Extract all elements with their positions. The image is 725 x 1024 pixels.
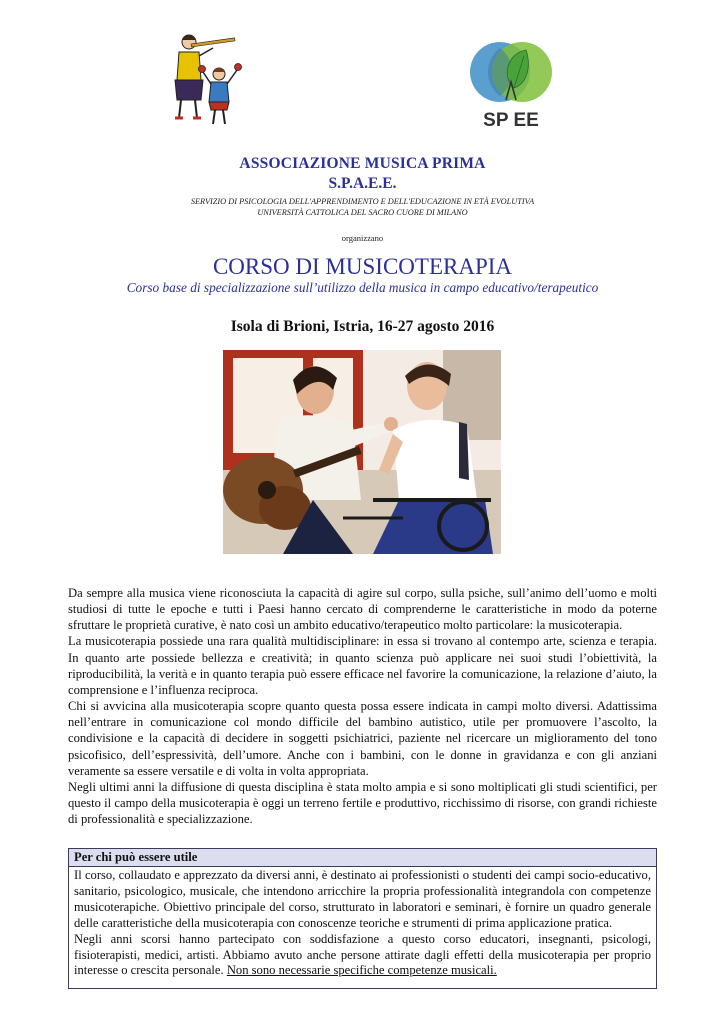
spaee-leaf-logo-icon [462,34,560,134]
body-paragraph-2: La musicoterapia possiede una rara qualità multidisciplinare: in essa si trovano al contempo arte, scienza e terapia. In quanto arte possiede bellezza e creatività; in quanto scienza può applicare nei suoi studi l’obiettività, la riproducibilità, la verità e in quanto terapia può essere efficace nel favorire la comunicazione, la relazione d’aiuto, la comprensione e l’influenza reciproca. [68,634,657,697]
service-line: SERVIZIO DI PSICOLOGIA DELL'APPRENDIMENTO E DELL'EDUCAZIONE IN ETÀ EVOLUTIVA [190,197,535,206]
course-subtitle: Corso base di specializzazione sull’utilizzo della musica in campo educativo/terapeutico [126,280,599,295]
box-paragraph-2-underlined: Non sono necessarie specifiche competenze musicali. [226,963,497,978]
course-title: CORSO DI MUSICOTERAPIA [212,254,513,279]
box-paragraph-2-text: Negli anni scorsi hanno partecipato con soddisfazione a questo corso educatori, insegnanti, psicologi, fisioterapisti, medici, artisti. Abbiamo avuto anche persone attirate dagli effetti della musicoterapia per proprio interesse o crescita personale. [74,931,651,978]
body-text [68,585,657,827]
body-paragraph-4: Negli ultimi anni la diffusione di questa disciplina è stata molto ampia e si sono moltiplicati gli studi scientifici, per questo il campo della musicoterapia è oggi un terreno fertile e produttivo, ricchissimo di risorse, con grandi richieste di professionalità e specializzazione. [68,779,657,827]
organizzano-label: organizzano [341,233,384,243]
box-body [69,867,656,979]
location-dates: Isola di Brioni, Istria, 16-27 agosto 2016 [230,318,495,335]
box-paragraph-2 [74,932,651,980]
box-heading: Per chi può essere utile [69,849,656,867]
org-name: ASSOCIAZIONE MUSICA PRIMA [239,155,486,172]
photo-guitarist-and-boy [223,350,501,554]
box-paragraph-1: Il corso, collaudato e apprezzato da diversi anni, è destinato ai professionisti o studenti dei campi socio-educativo, sanitario, psicologico, musicale, che intendono arricchire la propria professionalità integrandola con competenze musicoterapiche. Obiettivo principale del corso, strutturato in laboratori e seminari, è fornire un quadro generale delle caratteristiche della musicoterapia con conoscenze teoriche e strumenti di prima applicazione pratica. [74,868,651,930]
university-line: UNIVERSITÀ CATTOLICA DEL SACRO CUORE DI MILANO [257,208,468,217]
org-abbreviation: S.P.A.E.E. [328,175,397,192]
svg-text:SP EE: SP EE [483,110,539,131]
body-paragraph-1: Da sempre alla musica viene riconosciuta la capacità di agire sul corpo, sulla psiche, sull’animo dell’uomo e molti studiosi di tutte le epoche e tutti i Paesi hanno cercato di comprenderne le caratteristiche in modo da poterne sfruttare le proprietà curative, è nato così un ambito educativo/terapeutico molto particolare: la musicoterapia. [68,586,657,633]
target-audience-box [68,848,657,989]
musicians-illustration-icon [163,30,245,128]
body-paragraph-3: Chi si avvicina alla musicoterapia scopre quanto questa possa essere indicata in campi molto diversi. Adattissima nell’entrare in comunicazione col mondo difficile del bambino autistico, utile per promuovere l’ascolto, la condivisione e la capacità di decidere in soggetti psichiatrici, paziente nel ricercare un miglioramento del tono psicofisico, dell’espressività, dell’umore. Anche con i bambini, con le donne in gravidanza e con gli anziani veramente sa essere versatile e di volta in volta appropriata. [68,699,657,778]
